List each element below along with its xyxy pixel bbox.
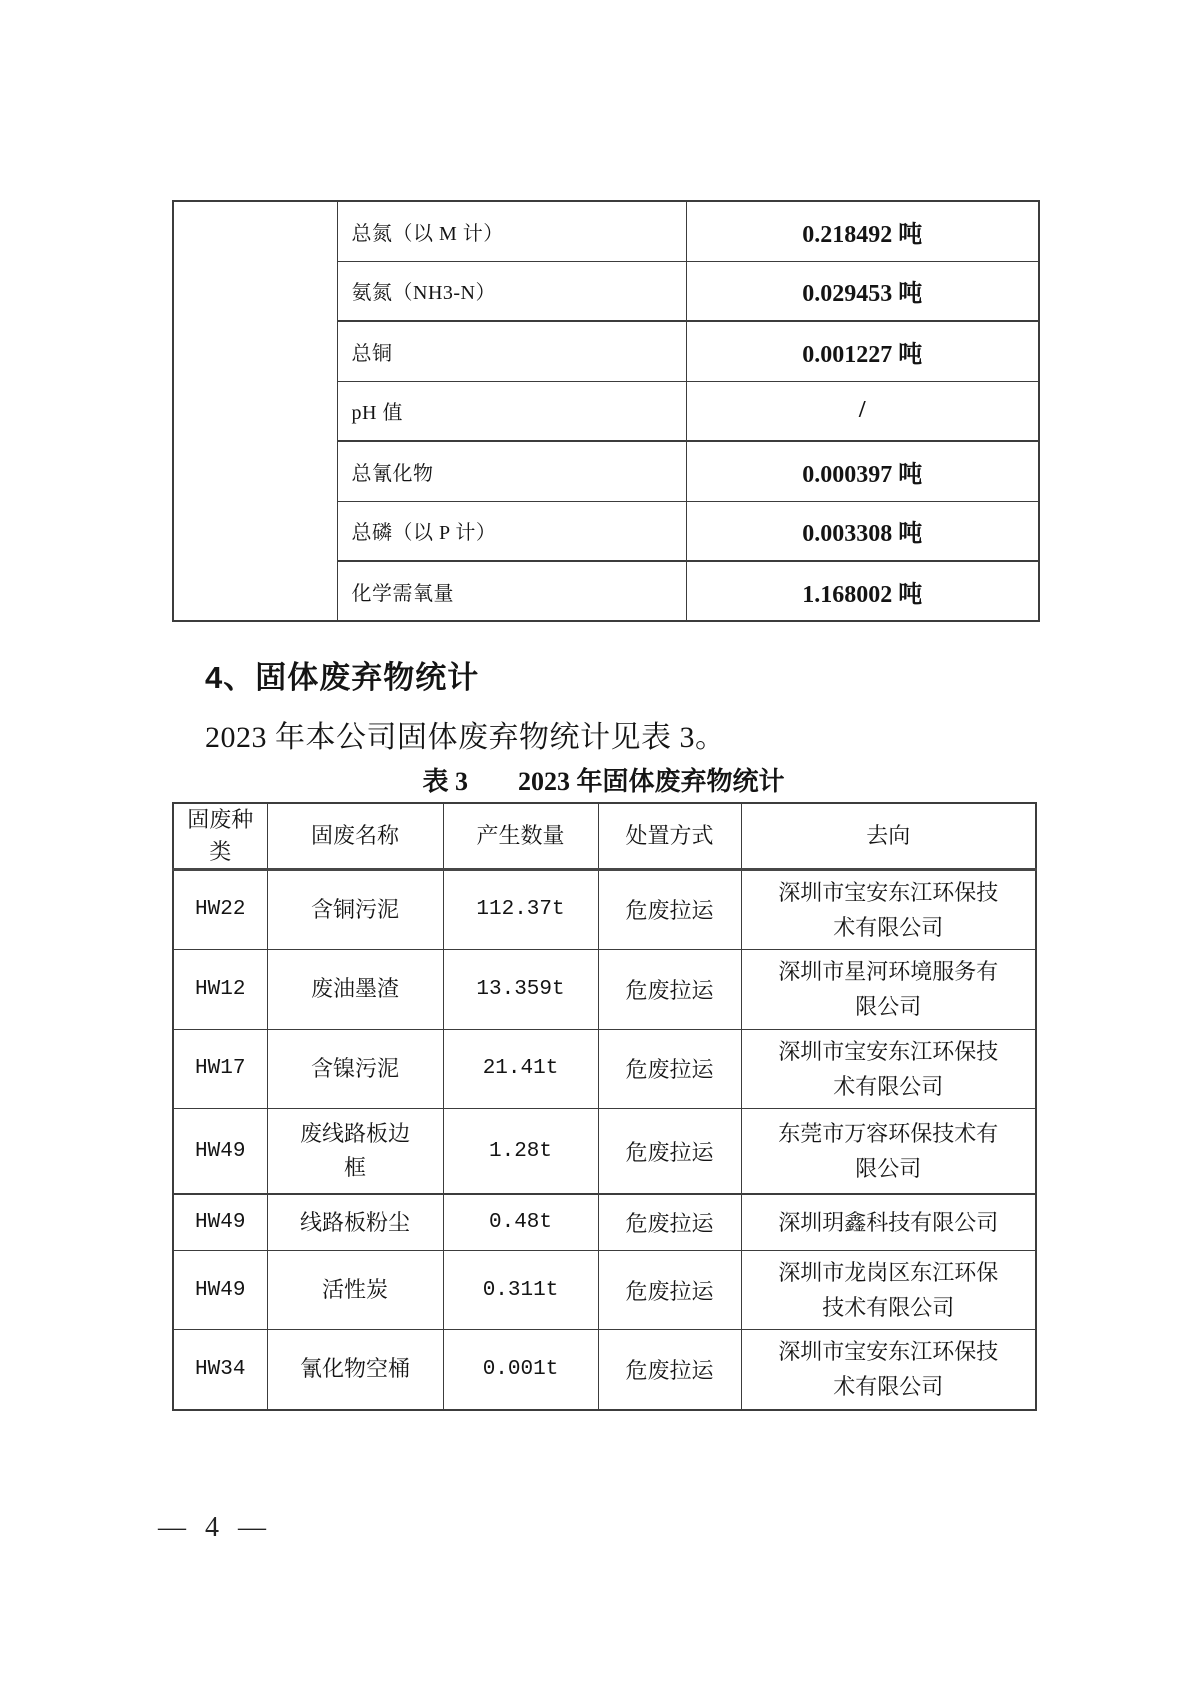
table-caption [172, 761, 1035, 798]
pollutant-label: 总磷（以 P 计） [337, 501, 686, 561]
table-header-row [173, 803, 1036, 869]
col-header-quantity: 产生数量 [443, 803, 598, 869]
disposal-cell: 危废拉运 [598, 1108, 741, 1194]
destination-cell: 深圳市宝安东江环保技术有限公司 [741, 869, 1036, 949]
quantity-cell: 112.37t [443, 869, 598, 949]
disposal-cell: 危废拉运 [598, 1250, 741, 1329]
col-header-disposal: 处置方式 [598, 803, 741, 869]
destination-cell: 深圳市星河环境服务有限公司 [741, 950, 1036, 1029]
pollutant-label: 氨氮（NH3-N） [337, 261, 686, 321]
col-header-waste-name: 固废名称 [267, 803, 443, 869]
waste-name-cell: 废油墨渣 [267, 950, 443, 1029]
table-row [173, 201, 1039, 261]
pollutant-value: 0.003308 吨 [686, 501, 1039, 561]
quantity-cell: 13.359t [443, 950, 598, 1029]
waste-type-cell: HW22 [173, 869, 267, 949]
waste-type-cell: HW49 [173, 1194, 267, 1250]
quantity-cell: 0.001t [443, 1330, 598, 1410]
quantity-cell: 1.28t [443, 1108, 598, 1194]
table-row [173, 950, 1036, 1029]
pollutant-value: 0.218492 吨 [686, 201, 1039, 261]
waste-type-cell: HW49 [173, 1250, 267, 1329]
table-caption-title: 2023 年固体废弃物统计 [518, 767, 785, 796]
solid-waste-table [172, 802, 1037, 1411]
pollutant-value: 0.029453 吨 [686, 261, 1039, 321]
pollutant-value: / [686, 381, 1039, 441]
waste-type-cell: HW17 [173, 1029, 267, 1108]
waste-type-cell: HW49 [173, 1108, 267, 1194]
section-intro-paragraph: 2023 年本公司固体废弃物统计见表 3。 [205, 721, 726, 754]
waste-name-cell: 活性炭 [267, 1250, 443, 1329]
destination-cell: 深圳市宝安东江环保技术有限公司 [741, 1330, 1036, 1410]
disposal-cell: 危废拉运 [598, 1194, 741, 1250]
waste-name-cell: 线路板粉尘 [267, 1194, 443, 1250]
waste-type-cell: HW34 [173, 1330, 267, 1410]
pollutant-label: pH 值 [337, 381, 686, 441]
table-row [173, 1029, 1036, 1108]
waste-name-cell: 氰化物空桶 [267, 1330, 443, 1410]
waste-name-cell: 含铜污泥 [267, 869, 443, 949]
section-heading: 4、固体废弃物统计 [205, 660, 480, 695]
table-row [173, 1194, 1036, 1250]
table-row [173, 1330, 1036, 1410]
pollutant-label: 总铜 [337, 321, 686, 381]
pollutant-label: 总氮（以 M 计） [337, 201, 686, 261]
table-row [173, 1250, 1036, 1329]
pollutant-table [172, 200, 1040, 622]
table1-continued-cell [173, 201, 337, 621]
destination-cell: 深圳市龙岗区东江环保技术有限公司 [741, 1250, 1036, 1329]
col-header-waste-type: 固废种类 [173, 803, 267, 869]
disposal-cell: 危废拉运 [598, 950, 741, 1029]
pollutant-value: 0.000397 吨 [686, 441, 1039, 501]
table-row [173, 1108, 1036, 1194]
waste-name-cell: 废线路板边框 [267, 1108, 443, 1194]
waste-type-cell: HW12 [173, 950, 267, 1029]
pollutant-value: 1.168002 吨 [686, 561, 1039, 621]
page-number: — 4 — [158, 1512, 266, 1543]
disposal-cell: 危废拉运 [598, 869, 741, 949]
pollutant-value: 0.001227 吨 [686, 321, 1039, 381]
destination-cell: 东莞市万容环保技术有限公司 [741, 1108, 1036, 1194]
waste-name-cell: 含镍污泥 [267, 1029, 443, 1108]
destination-cell: 深圳玥鑫科技有限公司 [741, 1194, 1036, 1250]
table-caption-label: 表 3 [422, 767, 468, 796]
quantity-cell: 21.41t [443, 1029, 598, 1108]
destination-cell: 深圳市宝安东江环保技术有限公司 [741, 1029, 1036, 1108]
disposal-cell: 危废拉运 [598, 1029, 741, 1108]
quantity-cell: 0.311t [443, 1250, 598, 1329]
disposal-cell: 危废拉运 [598, 1330, 741, 1410]
quantity-cell: 0.48t [443, 1194, 598, 1250]
pollutant-label: 化学需氧量 [337, 561, 686, 621]
pollutant-label: 总氰化物 [337, 441, 686, 501]
table-row [173, 869, 1036, 949]
col-header-destination: 去向 [741, 803, 1036, 869]
